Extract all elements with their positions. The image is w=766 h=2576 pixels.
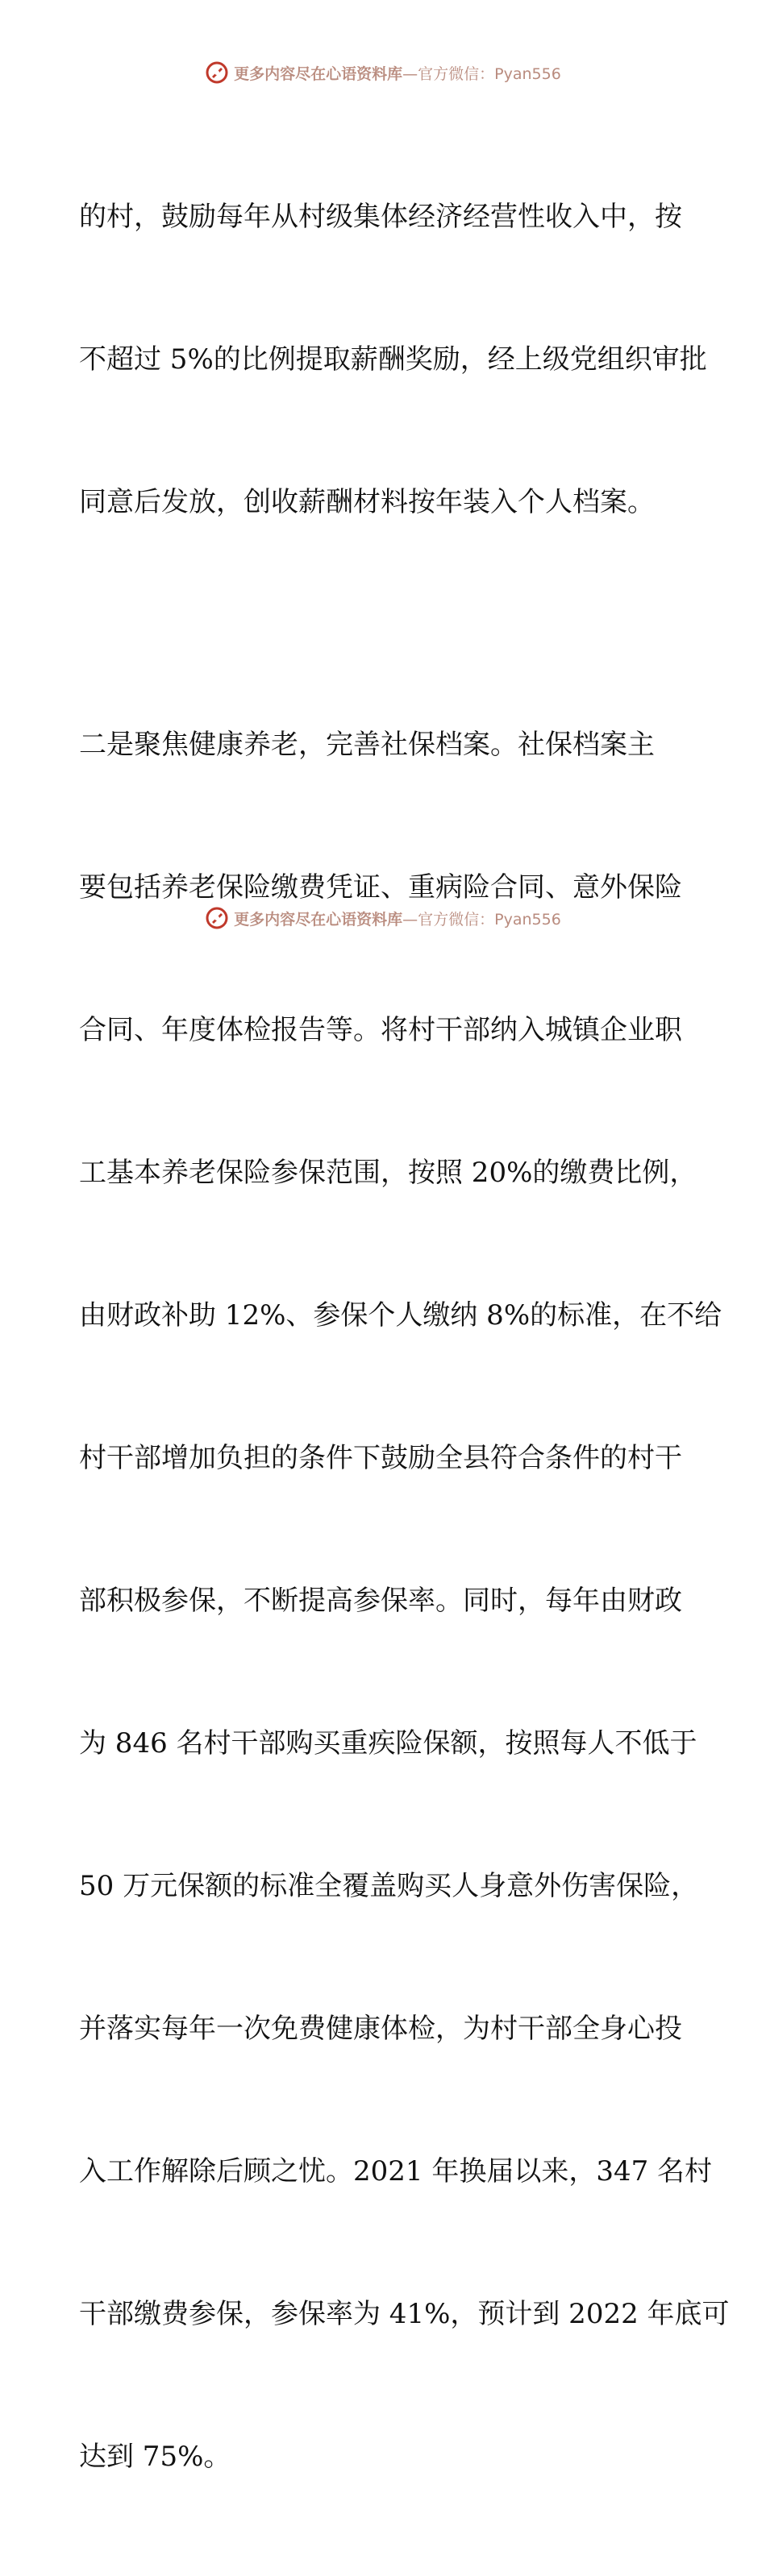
document-body xyxy=(79,98,730,2576)
text-line: 入工作解除后顾之忧。2021 年换届以来，347 名村 xyxy=(79,2155,713,2188)
text-line: 部积极参保，不断提高参保率。同时，每年由财政 xyxy=(79,1585,682,1617)
header-watermark-banner xyxy=(0,58,766,87)
banner-brand-text: 更多内容尽在心语资料库 xyxy=(234,64,403,83)
text-line: 的村，鼓励每年从村级集体经济经营性收入中，按 xyxy=(79,201,682,233)
text-line: 并落实每年一次免费健康体检，为村干部全身心投 xyxy=(79,2013,682,2045)
text-line: 达到 75%。 xyxy=(79,2441,231,2473)
text-line: 村干部增加负担的条件下鼓励全县符合条件的村干 xyxy=(79,1442,682,1474)
brand-logo-icon xyxy=(205,60,229,85)
text-line: 要包括养老保险缴费凭证、重病险合同、意外保险 xyxy=(79,871,682,904)
text-line: 50 万元保额的标准全覆盖购买人身意外伤害保险， xyxy=(79,1870,699,1902)
banner-contact-text: —官方微信：Pyan556 xyxy=(402,64,561,83)
banner-brand-text: 更多内容尽在心语资料库 xyxy=(234,910,403,929)
text-line: 工基本养老保险参保范围，按照 20%的缴费比例， xyxy=(79,1157,697,1189)
text-line: 同意后发放，创收薪酬材料按年装入个人档案。 xyxy=(79,486,655,518)
text-line: 合同、年度体检报告等。将村干部纳入城镇企业职 xyxy=(79,1014,682,1046)
footer-watermark-banner xyxy=(0,904,766,933)
text-line: 为 846 名村干部购买重疾险保额，按照每人不低于 xyxy=(79,1727,697,1760)
paragraph-1 xyxy=(79,98,707,621)
banner-contact-text: —官方微信：Pyan556 xyxy=(402,910,561,929)
text-line: 由财政补助 12%、参保个人缴纳 8%的标准，在不给 xyxy=(79,1299,722,1332)
text-line: 二是聚焦健康养老，完善社保档案。社保档案主 xyxy=(79,729,655,761)
text-line: 干部缴费参保，参保率为 41%，预计到 2022 年底可 xyxy=(79,2298,730,2330)
brand-logo-icon xyxy=(205,906,229,930)
text-line: 不超过 5%的比例提取薪酬奖励，经上级党组织审批 xyxy=(79,343,707,376)
